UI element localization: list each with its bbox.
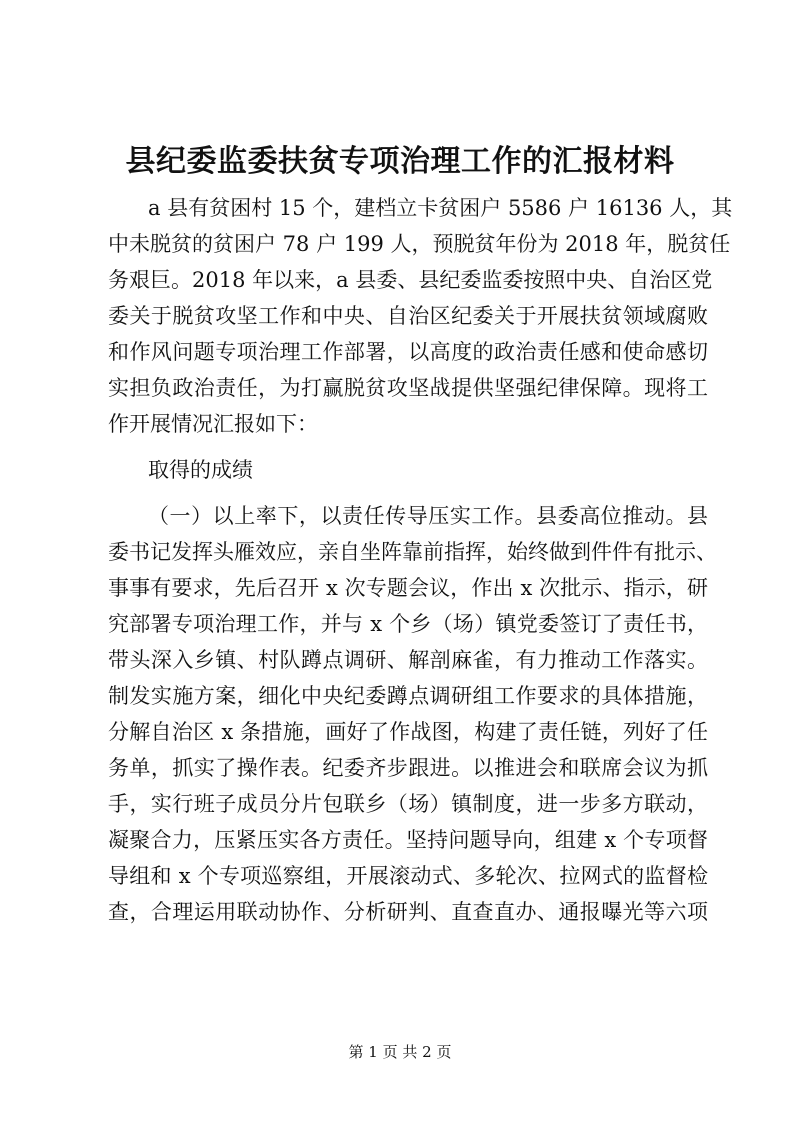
section-heading: 取得的成绩 <box>148 458 253 482</box>
text-line: 查，合理运用联动协作、分析研判、直查直办、通报曝光等六项 <box>108 900 708 924</box>
text-line: 手，实行班子成员分片包联乡（场）镇制度，进一步多方联动， <box>108 792 708 816</box>
text-line: （一）以上率下，以责任传导压实工作。县委高位推动。县 <box>148 504 708 528</box>
text-line: 制发实施方案，细化中央纪委蹲点调研组工作要求的具体措施， <box>108 684 708 708</box>
text-line: 务艰巨。2018 年以来，a 县委、县纪委监委按照中央、自治区党 <box>108 268 713 292</box>
text-line: 究部署专项治理工作，并与 x 个乡（场）镇党委签订了责任书， <box>108 612 708 636</box>
text-line: 委书记发挥头雁效应，亲自坐阵靠前指挥，始终做到件件有批示、 <box>108 540 717 564</box>
text-line: 事事有要求，先后召开 x 次专题会议，作出 x 次批示、指示，研 <box>108 576 708 600</box>
text-line: 务单，抓实了操作表。纪委齐步跟进。以推进会和联席会议为抓 <box>108 756 708 780</box>
text-line: 导组和 x 个专项巡察组，开展滚动式、多轮次、拉网式的监督检 <box>108 864 708 888</box>
text-line: 带头深入乡镇、村队蹲点调研、解剖麻雀，有力推动工作落实。 <box>108 648 708 672</box>
text-line: 和作风问题专项治理工作部署，以高度的政治责任感和使命感切 <box>108 340 708 364</box>
text-line: 分解自治区 x 条措施，画好了作战图，构建了责任链，列好了任 <box>108 720 708 744</box>
text-line: 委关于脱贫攻坚工作和中央、自治区纪委关于开展扶贫领域腐败 <box>108 304 708 328</box>
text-line: 实担负政治责任，为打赢脱贫攻坚战提供坚强纪律保障。现将工 <box>108 376 708 400</box>
document-title: 县纪委监委扶贫专项治理工作的汇报材料 <box>125 144 675 179</box>
page-footer: 第 1 页 共 2 页 <box>348 1043 452 1061</box>
text-line: 凝聚合力，压紧压实各方责任。坚持问题导向，组建 x 个专项督 <box>108 828 708 852</box>
text-line: a 县有贫困村 15 个，建档立卡贫困户 5586 户 16136 人，其 <box>148 196 733 220</box>
text-line: 作开展情况汇报如下： <box>108 412 318 436</box>
text-line: 中未脱贫的贫困户 78 户 199 人，预脱贫年份为 2018 年，脱贫任 <box>108 232 731 256</box>
